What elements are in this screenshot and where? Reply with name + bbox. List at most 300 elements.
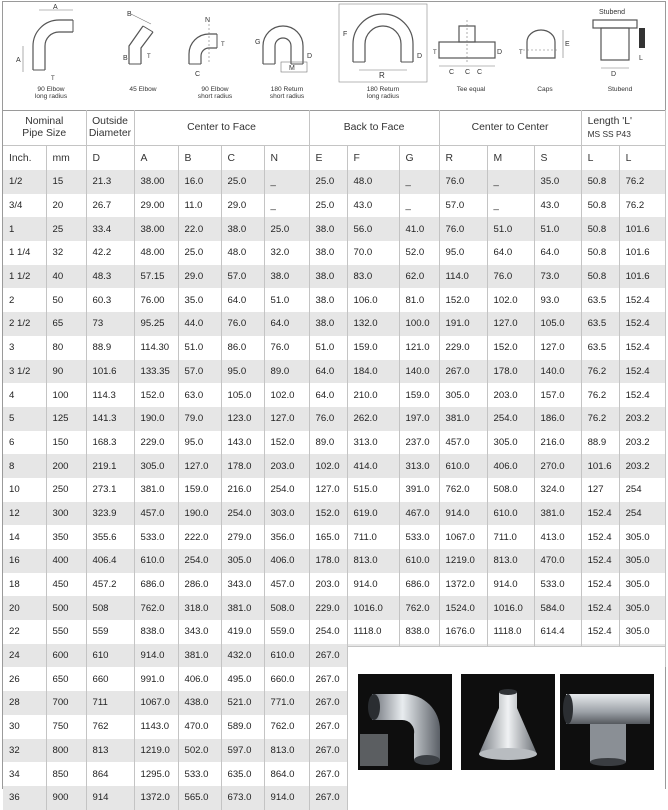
table-cell: 355.6 — [86, 525, 134, 549]
diagram-caption: Tee equal — [456, 86, 486, 93]
table-cell: 50.8 — [581, 194, 619, 218]
table-cell: 559 — [86, 620, 134, 644]
table-cell: _ — [487, 170, 534, 194]
dim-label: R — [379, 71, 385, 80]
table-cell: 152.0 — [439, 288, 487, 312]
table-cell: 43.0 — [347, 194, 399, 218]
table-cell: 141.3 — [86, 407, 134, 431]
table-cell: 610.0 — [399, 549, 439, 573]
table-cell: 38.0 — [309, 241, 347, 265]
table-cell: 406.0 — [487, 454, 534, 478]
header-back-to-face: Back to Face — [309, 110, 439, 146]
table-cell: 700 — [46, 691, 86, 715]
dim-label: C — [465, 69, 471, 76]
table-cell: 62.0 — [399, 265, 439, 289]
table-cell: 381.0 — [178, 644, 221, 668]
table-cell: 229.0 — [439, 336, 487, 360]
table-cell: 34 — [3, 762, 46, 786]
table-cell: 20 — [3, 596, 46, 620]
table-cell: 16 — [3, 549, 46, 573]
header-center-to-center: Center to Center — [439, 110, 581, 146]
table-cell: 25.0 — [264, 217, 309, 241]
table-cell: 1/2 — [3, 170, 46, 194]
table-cell: 305.0 — [439, 383, 487, 407]
table-row — [3, 288, 665, 312]
table-cell: 305.0 — [619, 596, 665, 620]
table-cell: 95.0 — [221, 360, 264, 384]
table-cell: 267.0 — [439, 360, 487, 384]
caps-drawing — [507, 2, 583, 86]
table-cell: 51.0 — [264, 288, 309, 312]
table-cell: 3 — [3, 336, 46, 360]
table-cell: 216.0 — [221, 478, 264, 502]
table-cell: 190.0 — [134, 407, 178, 431]
table-cell: 610.0 — [487, 502, 534, 526]
table-cell: 4 — [3, 383, 46, 407]
table-cell: 152.4 — [581, 596, 619, 620]
dim-label: T — [147, 54, 151, 60]
table-cell: 79.0 — [178, 407, 221, 431]
table-cell: 132.0 — [347, 312, 399, 336]
table-row — [3, 573, 665, 597]
table-row — [3, 454, 665, 478]
table-cell: 391.0 — [399, 478, 439, 502]
table-cell: 550 — [46, 620, 86, 644]
table-cell: 152.4 — [581, 620, 619, 644]
table-cell: 318.0 — [178, 596, 221, 620]
table-cell: 254.0 — [309, 620, 347, 644]
table-cell: 114.30 — [134, 336, 178, 360]
table-cell: 762.0 — [134, 596, 178, 620]
table-cell: 2 — [3, 288, 46, 312]
table-cell: 279.0 — [221, 525, 264, 549]
tee-photo-icon — [560, 674, 654, 770]
table-row — [3, 336, 665, 360]
diagram-45-elbow — [103, 2, 183, 110]
table-cell: 50.8 — [581, 241, 619, 265]
dim-label: B — [127, 11, 132, 18]
header-col: A — [134, 146, 178, 171]
table-cell: 52.0 — [399, 241, 439, 265]
header-nominal-pipe-size: Nominal Pipe Size — [3, 110, 86, 146]
table-cell: 565.0 — [178, 786, 221, 810]
elbow-90-short-drawing — [175, 2, 255, 86]
table-cell: _ — [399, 194, 439, 218]
table-cell: 105.0 — [534, 312, 581, 336]
dim-label: A — [16, 57, 21, 64]
header-col: B — [178, 146, 221, 171]
table-cell: 102.0 — [487, 288, 534, 312]
diagram-caption: 180 Return short radius — [269, 86, 305, 101]
table-cell: 22.0 — [178, 217, 221, 241]
table-cell: 305.0 — [134, 454, 178, 478]
table-cell: 100.0 — [399, 312, 439, 336]
table-cell: 152.0 — [134, 383, 178, 407]
dim-label: D — [417, 53, 423, 60]
table-cell: 305.0 — [221, 549, 264, 573]
table-cell: 610.0 — [439, 454, 487, 478]
header-col: G — [399, 146, 439, 171]
table-cell: 11.0 — [178, 194, 221, 218]
table-cell: 88.9 — [86, 336, 134, 360]
table-cell: 16.0 — [178, 170, 221, 194]
table-cell: 6 — [3, 431, 46, 455]
table-cell: 1524.0 — [439, 596, 487, 620]
dim-label: G — [255, 39, 261, 46]
table-cell: 81.0 — [399, 288, 439, 312]
table-cell: 86.0 — [221, 336, 264, 360]
dim-label: F — [343, 31, 348, 38]
dim-label: C — [477, 69, 483, 76]
table-cell: _ — [264, 194, 309, 218]
table-cell: 83.0 — [347, 265, 399, 289]
table-cell: 101.6 — [86, 360, 134, 384]
dim-label: T — [519, 50, 523, 56]
table-cell: 762.0 — [399, 596, 439, 620]
table-cell: 8 — [3, 454, 46, 478]
table-cell: 406.0 — [264, 549, 309, 573]
table-cell: 267.0 — [309, 644, 347, 668]
table-cell: 48.0 — [221, 241, 264, 265]
table-cell: 1067.0 — [439, 525, 487, 549]
table-cell: 343.0 — [178, 620, 221, 644]
table-cell: 838.0 — [399, 620, 439, 644]
photo-elbow — [358, 674, 452, 770]
table-cell: 63.0 — [178, 383, 221, 407]
header-col: R — [439, 146, 487, 171]
table-cell: 850 — [46, 762, 86, 786]
table-cell: 914 — [86, 786, 134, 810]
table-cell: 127.0 — [487, 312, 534, 336]
table-cell: 48.3 — [86, 265, 134, 289]
table-cell: 140.0 — [399, 360, 439, 384]
table-cell: 610.0 — [264, 644, 309, 668]
table-cell: 305.0 — [619, 525, 665, 549]
table-row — [3, 265, 665, 289]
table-cell: 152.4 — [581, 573, 619, 597]
table-cell: 438.0 — [178, 691, 221, 715]
table-cell: 32 — [46, 241, 86, 265]
dim-label: M — [289, 65, 295, 72]
table-cell: 589.0 — [221, 715, 264, 739]
table-cell: 152.4 — [581, 525, 619, 549]
table-cell: 838.0 — [134, 620, 178, 644]
table-row — [3, 407, 665, 431]
diagram-90-elbow-short-radius — [175, 2, 255, 110]
table-cell: 60.3 — [86, 288, 134, 312]
dim-label: T — [221, 42, 225, 48]
table-cell: 25 — [46, 217, 86, 241]
diagram-caption: 180 Return long radius — [366, 86, 400, 101]
table-cell: 323.9 — [86, 502, 134, 526]
table-cell: 57.0 — [221, 265, 264, 289]
table-cell: 76.0 — [221, 312, 264, 336]
diagram-stubend — [579, 2, 661, 110]
table-cell: 38.0 — [309, 217, 347, 241]
table-cell: 900 — [46, 786, 86, 810]
table-cell: 125 — [46, 407, 86, 431]
dim-label: E — [565, 41, 570, 48]
table-cell: 533.0 — [178, 762, 221, 786]
header-col: D — [86, 146, 134, 171]
fitting-photos-panel — [348, 646, 665, 791]
header-col: E — [309, 146, 347, 171]
table-cell: 157.0 — [534, 383, 581, 407]
table-cell: 105.0 — [221, 383, 264, 407]
table-cell: 33.4 — [86, 217, 134, 241]
table-cell: 254.0 — [487, 407, 534, 431]
table-cell: 303.0 — [264, 502, 309, 526]
table-cell: 254 — [619, 478, 665, 502]
table-cell: 152.4 — [581, 549, 619, 573]
table-cell: 152.4 — [581, 502, 619, 526]
table-cell: 350 — [46, 525, 86, 549]
table-cell: 2 1/2 — [3, 312, 46, 336]
table-cell: 584.0 — [534, 596, 581, 620]
table-cell: 1016.0 — [487, 596, 534, 620]
table-cell: 413.0 — [534, 525, 581, 549]
table-cell: 250 — [46, 478, 86, 502]
diagram-tee-equal — [431, 2, 511, 110]
elbow-90-long-drawing — [11, 2, 91, 86]
diagram-caption: 90 Elbow short radius — [197, 86, 233, 101]
table-row — [3, 312, 665, 336]
table-cell: 51.0 — [309, 336, 347, 360]
table-cell: 864.0 — [264, 762, 309, 786]
dim-label: D — [497, 49, 503, 56]
table-cell: 101.6 — [619, 217, 665, 241]
table-cell: 63.5 — [581, 336, 619, 360]
table-cell: 76.2 — [619, 170, 665, 194]
table-cell: 152.4 — [619, 312, 665, 336]
table-cell: 64.0 — [309, 360, 347, 384]
table-cell: 800 — [46, 739, 86, 763]
dim-label: Stubend — [599, 9, 626, 16]
table-cell: 51.0 — [534, 217, 581, 241]
table-cell: 254.0 — [264, 478, 309, 502]
photo-tee — [560, 674, 654, 770]
table-row — [3, 431, 665, 455]
table-cell: 43.0 — [534, 194, 581, 218]
table-cell: 32.0 — [264, 241, 309, 265]
table-cell: 143.0 — [221, 431, 264, 455]
table-cell: 152.4 — [619, 288, 665, 312]
table-cell: 186.0 — [534, 407, 581, 431]
table-cell: 26 — [3, 667, 46, 691]
table-row — [3, 549, 665, 573]
table-cell: 3 1/2 — [3, 360, 46, 384]
table-cell: 229.0 — [134, 431, 178, 455]
table-cell: 165.0 — [309, 525, 347, 549]
table-cell: 203.2 — [619, 431, 665, 455]
table-cell: 914.0 — [264, 786, 309, 810]
table-cell: 133.35 — [134, 360, 178, 384]
table-cell: 57.0 — [439, 194, 487, 218]
table-cell: 324.0 — [534, 478, 581, 502]
table-cell: 270.0 — [534, 454, 581, 478]
table-cell: _ — [487, 194, 534, 218]
table-cell: 57.15 — [134, 265, 178, 289]
table-cell: 381.0 — [439, 407, 487, 431]
table-row — [3, 620, 665, 644]
table-cell: 121.0 — [399, 336, 439, 360]
table-cell: 508 — [86, 596, 134, 620]
table-cell: 159.0 — [347, 336, 399, 360]
table-cell: 508.0 — [487, 478, 534, 502]
table-cell: 101.6 — [619, 241, 665, 265]
table-cell: 159.0 — [399, 383, 439, 407]
table-cell: 600 — [46, 644, 86, 668]
table-cell: 70.0 — [347, 241, 399, 265]
table-cell: 10 — [3, 478, 46, 502]
table-cell: 38.0 — [309, 265, 347, 289]
table-cell: 38.0 — [309, 288, 347, 312]
table-cell: 18 — [3, 573, 46, 597]
table-cell: 203.2 — [619, 454, 665, 478]
table-cell: 267.0 — [309, 667, 347, 691]
table-cell: 229.0 — [309, 596, 347, 620]
fittings-dimension-sheet — [2, 1, 666, 804]
table-cell: 197.0 — [399, 407, 439, 431]
elbow-45-drawing — [103, 2, 183, 86]
table-cell: 28 — [3, 691, 46, 715]
header-col: S — [534, 146, 581, 171]
table-cell: 51.0 — [178, 336, 221, 360]
table-cell: 101.6 — [619, 265, 665, 289]
table-cell: 1219.0 — [439, 549, 487, 573]
table-cell: 101.6 — [581, 454, 619, 478]
dim-label: B — [123, 55, 128, 62]
table-cell: 51.0 — [487, 217, 534, 241]
table-cell: 140.0 — [534, 360, 581, 384]
table-cell: 64.0 — [221, 288, 264, 312]
dim-label: T — [433, 50, 437, 56]
table-cell: 533.0 — [399, 525, 439, 549]
table-cell: 48.0 — [347, 170, 399, 194]
table-cell: 210.0 — [347, 383, 399, 407]
table-cell: 813.0 — [264, 739, 309, 763]
diagram-caption: Stubend — [607, 86, 633, 93]
table-cell: 76.0 — [439, 217, 487, 241]
table-cell: 184.0 — [347, 360, 399, 384]
table-cell: 50.8 — [581, 170, 619, 194]
table-cell: 508.0 — [264, 596, 309, 620]
table-row — [3, 170, 665, 194]
table-cell: 711 — [86, 691, 134, 715]
table-row — [3, 241, 665, 265]
table-row — [3, 596, 665, 620]
table-cell: 203.0 — [487, 383, 534, 407]
table-cell: 1016.0 — [347, 596, 399, 620]
dim-label: C — [449, 69, 455, 76]
dim-label: D — [307, 53, 313, 60]
table-cell: 470.0 — [178, 715, 221, 739]
table-cell: 450 — [46, 573, 86, 597]
table-cell: 127 — [581, 478, 619, 502]
table-cell: 22 — [3, 620, 46, 644]
table-cell: 93.0 — [534, 288, 581, 312]
diagram-180-return-long-radius — [335, 2, 431, 110]
table-row — [3, 502, 665, 526]
table-row — [3, 383, 665, 407]
header-center-to-face: Center to Face — [134, 110, 309, 146]
table-cell: 406.0 — [178, 667, 221, 691]
table-cell: 457.2 — [86, 573, 134, 597]
table-cell: 29.0 — [221, 194, 264, 218]
diagram-caption: Caps — [537, 86, 553, 93]
table-cell: 914.0 — [134, 644, 178, 668]
table-cell: 76.0 — [309, 407, 347, 431]
table-cell: 305.0 — [619, 620, 665, 644]
table-cell: 50 — [46, 288, 86, 312]
table-cell: 127.0 — [178, 454, 221, 478]
diagram-180-return-short-radius — [247, 2, 327, 110]
table-cell: 150 — [46, 431, 86, 455]
table-cell: 343.0 — [221, 573, 264, 597]
table-cell: 14 — [3, 525, 46, 549]
header-col: N — [264, 146, 309, 171]
table-cell: 25.0 — [309, 170, 347, 194]
table-row — [3, 194, 665, 218]
table-row — [3, 478, 665, 502]
table-cell: 610 — [86, 644, 134, 668]
table-cell: 3/4 — [3, 194, 46, 218]
table-cell: 762 — [86, 715, 134, 739]
tee-equal-drawing — [431, 2, 511, 86]
table-cell: 5 — [3, 407, 46, 431]
diagram-caption: 45 Elbow — [129, 86, 157, 93]
table-cell: 152.0 — [264, 431, 309, 455]
table-cell: 76.0 — [439, 170, 487, 194]
header-column-row — [3, 146, 665, 171]
table-cell: 771.0 — [264, 691, 309, 715]
photo-reducer — [461, 674, 555, 770]
table-cell: 64.0 — [534, 241, 581, 265]
table-cell: 813.0 — [487, 549, 534, 573]
table-cell: 356.0 — [264, 525, 309, 549]
table-cell: 313.0 — [347, 431, 399, 455]
dim-label: N — [205, 17, 211, 24]
table-cell: 64.0 — [264, 312, 309, 336]
table-cell: 267.0 — [309, 691, 347, 715]
table-cell: 457.0 — [439, 431, 487, 455]
table-cell: 470.0 — [534, 549, 581, 573]
table-cell: 88.9 — [581, 431, 619, 455]
table-cell: 123.0 — [221, 407, 264, 431]
table-cell: 237.0 — [399, 431, 439, 455]
header-length-l: Length 'L' MS SS P43 — [581, 110, 665, 146]
table-cell: 114.3 — [86, 383, 134, 407]
table-cell: 813.0 — [347, 549, 399, 573]
table-cell: 457.0 — [134, 502, 178, 526]
table-cell: 914.0 — [347, 573, 399, 597]
table-cell: 20 — [46, 194, 86, 218]
table-cell: 750 — [46, 715, 86, 739]
table-cell: 191.0 — [439, 312, 487, 336]
table-cell: 495.0 — [221, 667, 264, 691]
table-cell: 25.0 — [178, 241, 221, 265]
table-cell: 152.0 — [309, 502, 347, 526]
table-cell: 762.0 — [264, 715, 309, 739]
table-cell: 381.0 — [134, 478, 178, 502]
table-cell: 63.5 — [581, 288, 619, 312]
table-cell: 152.4 — [619, 336, 665, 360]
table-cell: 42.2 — [86, 241, 134, 265]
table-cell: 614.4 — [534, 620, 581, 644]
table-cell: 414.0 — [347, 454, 399, 478]
table-cell: 38.00 — [134, 170, 178, 194]
table-cell: 254.0 — [178, 549, 221, 573]
